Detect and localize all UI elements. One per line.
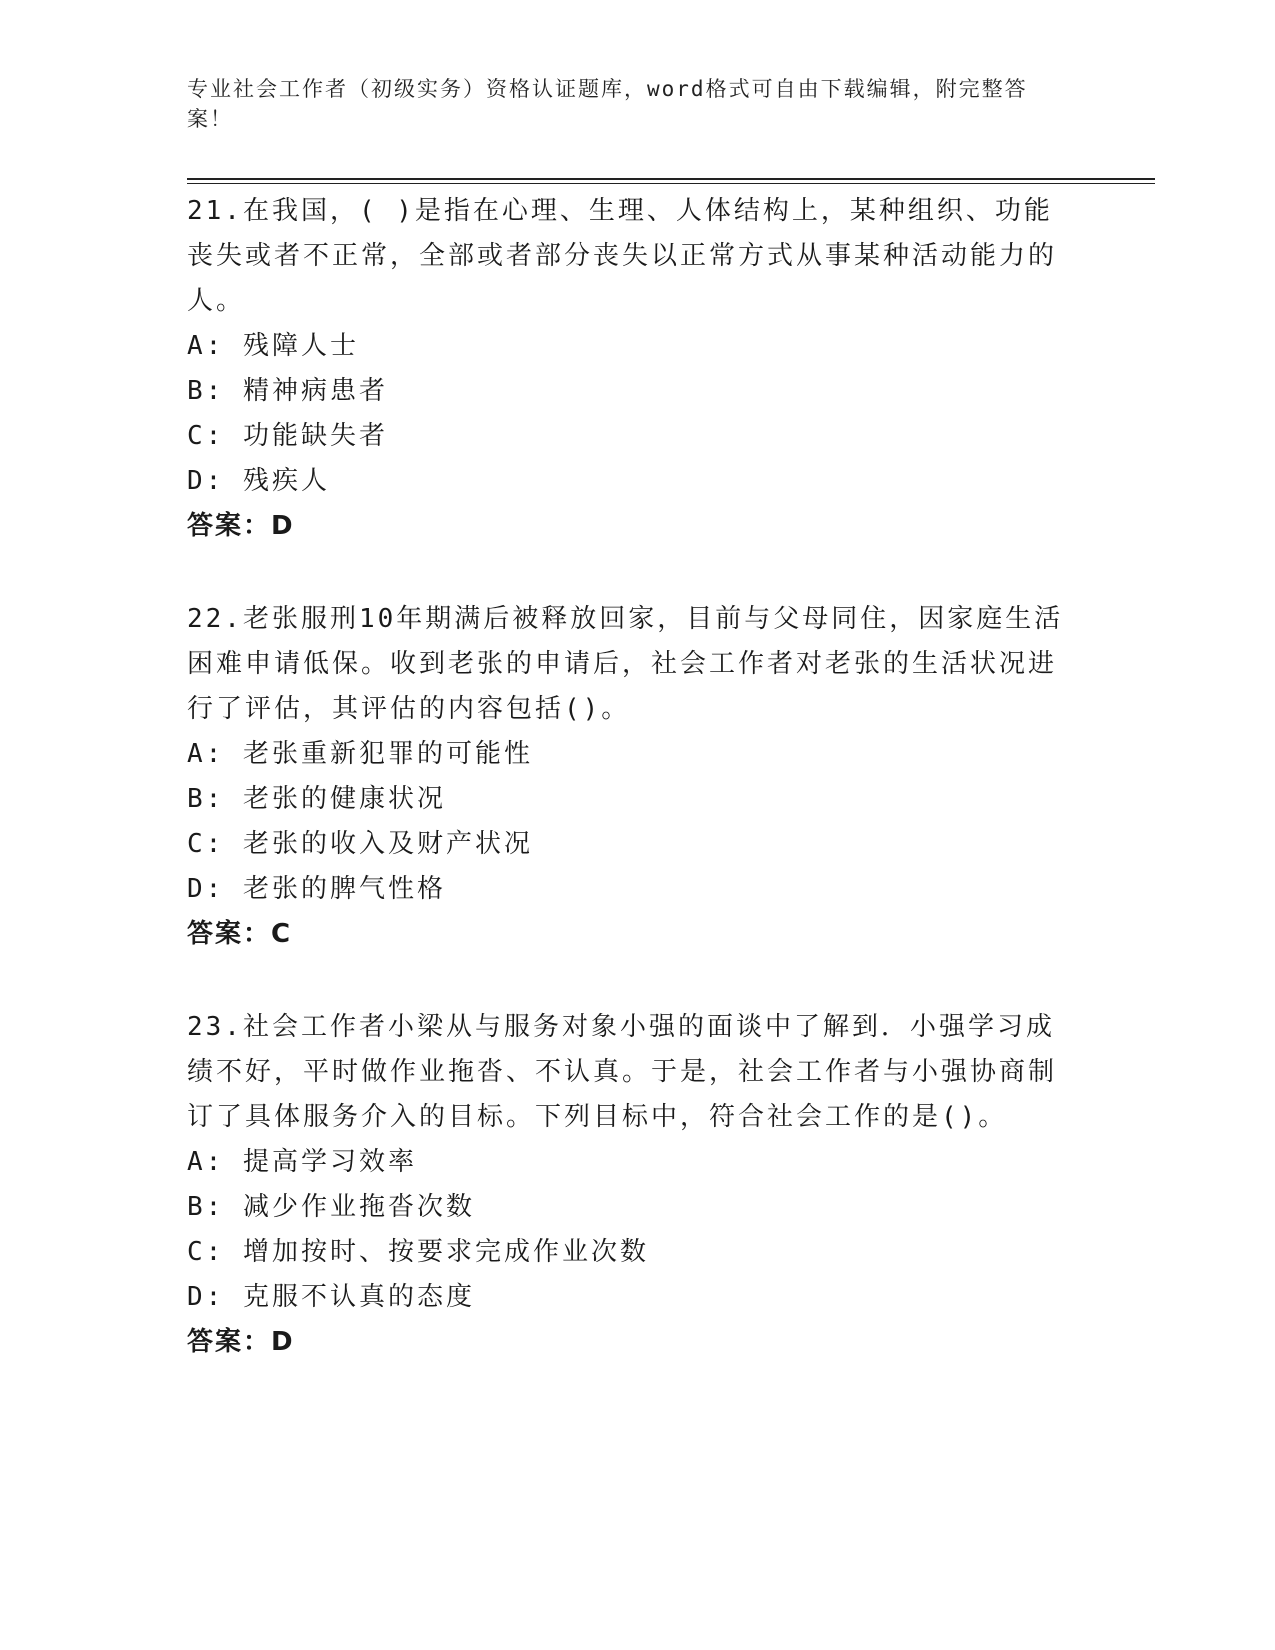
answer-label: 答案：D bbox=[187, 1327, 295, 1357]
document-header: 专业社会工作者（初级实务）资格认证题库，word格式可自由下载编辑，附完整答案！ bbox=[187, 77, 1028, 131]
option-d: D: 残疾人 bbox=[187, 466, 330, 496]
option-c: C: 功能缺失者 bbox=[187, 421, 388, 451]
option-d: D: 老张的脾气性格 bbox=[187, 874, 446, 904]
option-a: A: 残障人士 bbox=[187, 331, 359, 361]
question-23 bbox=[187, 1005, 1077, 1365]
question-stem: 21.在我国，( )是指在心理、生理、人体结构上，某种组织、功能丧失或者不正常，全部或者部分丧失以正常方式从事某种活动能力的人。 bbox=[187, 196, 1058, 316]
header-divider-thick bbox=[187, 178, 1155, 180]
question-22 bbox=[187, 597, 1077, 957]
option-d: D: 克服不认真的态度 bbox=[187, 1282, 475, 1312]
header-divider-thin bbox=[187, 183, 1155, 184]
question-list bbox=[187, 189, 1077, 1413]
question-stem: 23.社会工作者小梁从与服务对象小强的面谈中了解到．小强学习成绩不好，平时做作业拖沓、不认真。于是，社会工作者与小强协商制订了具体服务介入的目标。下列目标中，符合社会工作的是()。 bbox=[187, 1012, 1058, 1132]
question-21 bbox=[187, 189, 1077, 549]
option-b: B: 减少作业拖沓次数 bbox=[187, 1192, 475, 1222]
option-a: A: 提高学习效率 bbox=[187, 1147, 417, 1177]
answer-label: 答案：C bbox=[187, 919, 293, 949]
option-c: C: 增加按时、按要求完成作业次数 bbox=[187, 1237, 649, 1267]
option-c: C: 老张的收入及财产状况 bbox=[187, 829, 533, 859]
question-stem: 22.老张服刑10年期满后被释放回家，目前与父母同住，因家庭生活困难申请低保。收到老张的申请后，社会工作者对老张的生活状况进行了评估，其评估的内容包括()。 bbox=[187, 604, 1064, 724]
answer-label: 答案：D bbox=[187, 511, 295, 541]
option-b: B: 精神病患者 bbox=[187, 376, 388, 406]
option-a: A: 老张重新犯罪的可能性 bbox=[187, 739, 533, 769]
option-b: B: 老张的健康状况 bbox=[187, 784, 446, 814]
